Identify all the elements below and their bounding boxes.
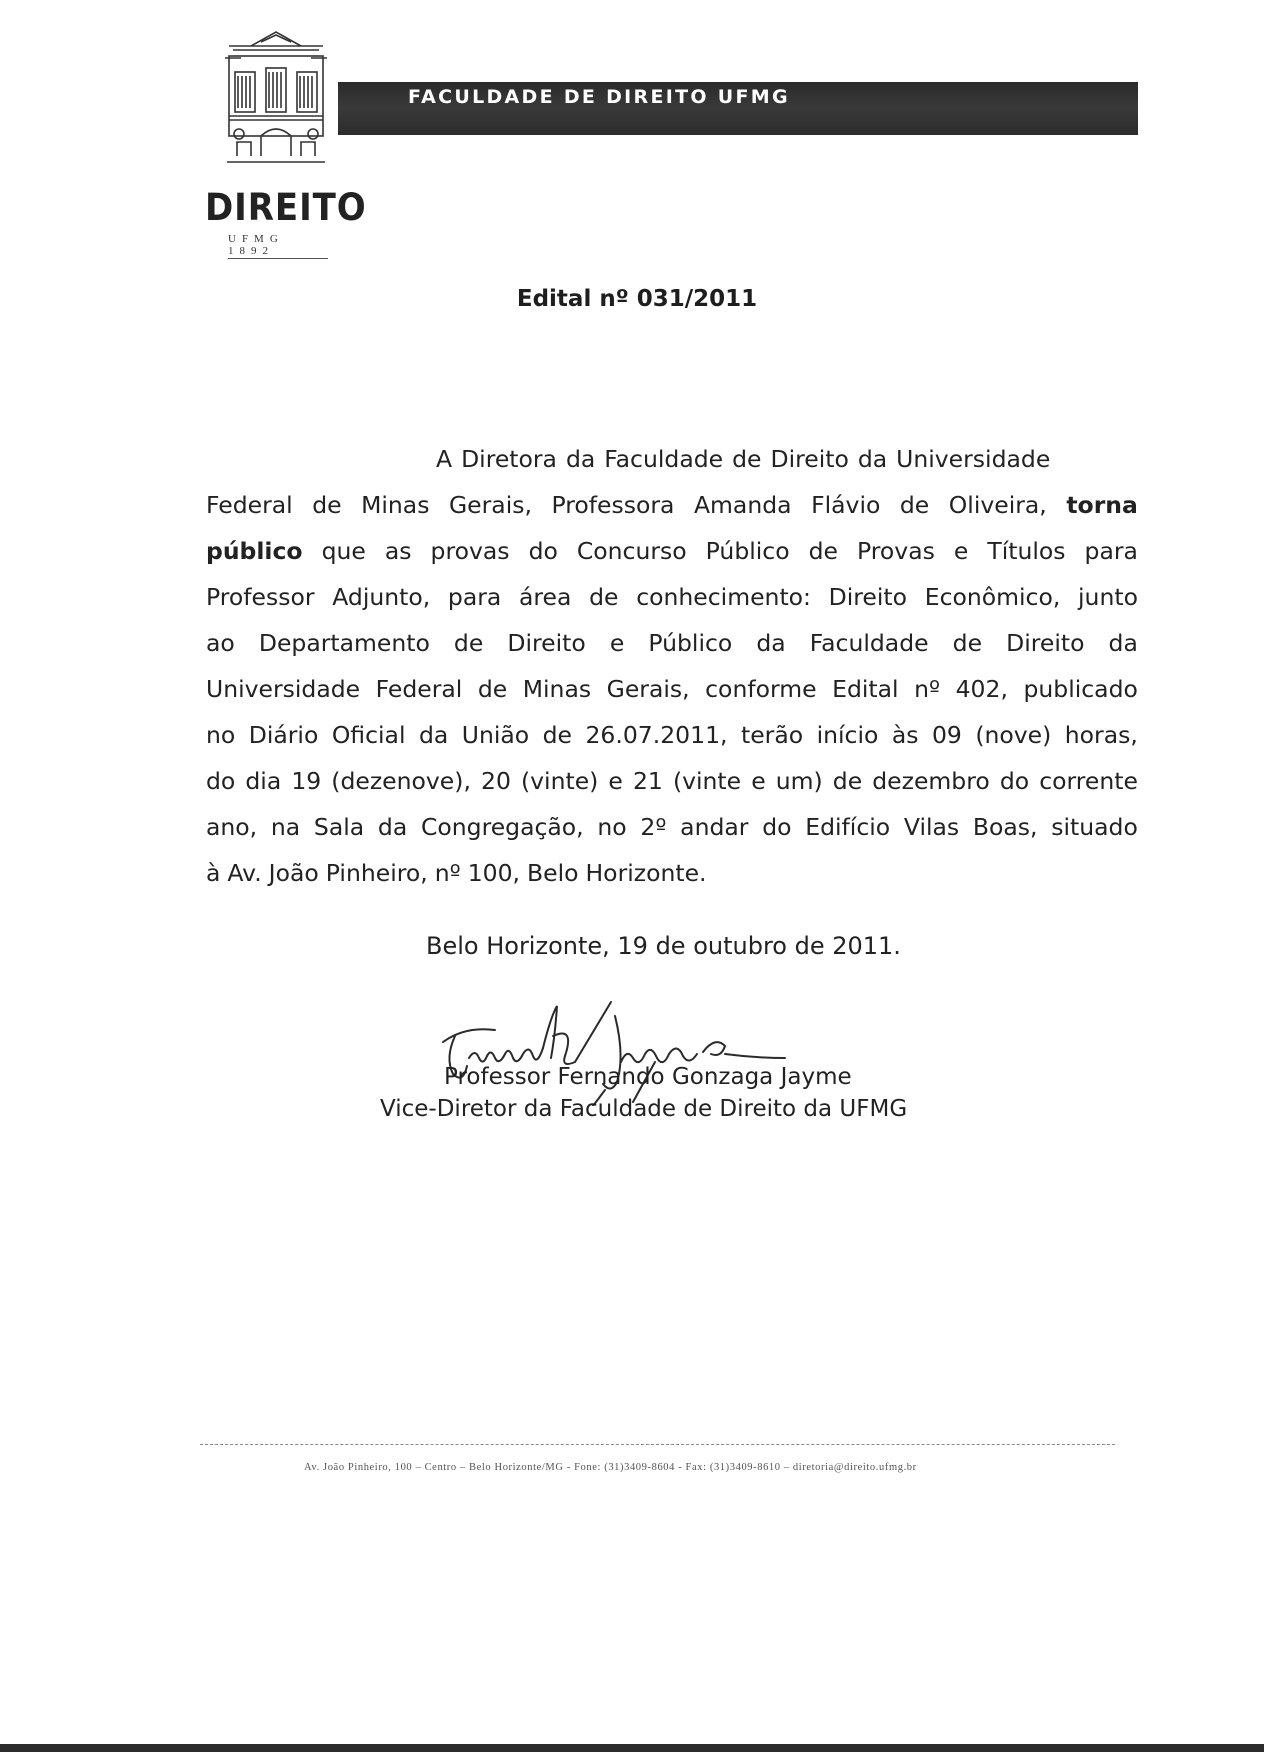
body-word: 402, [955,675,1008,703]
body-word: Direito [507,629,586,657]
body-word: no [597,813,627,841]
body-word: Minas [361,491,430,519]
body-word: Departamento [258,629,430,657]
body-word: Edital [832,675,899,703]
body-line [206,482,1138,528]
body-word: Concurso [576,537,687,565]
body-line [206,850,1138,896]
body-word: Oliveira, [948,491,1047,519]
body-word: corrente [1039,767,1138,795]
scan-edge [0,1744,1264,1752]
body-word: de [589,583,619,611]
body-word: publicado [1023,675,1138,703]
body-word: que [321,537,366,565]
body-word: de [808,537,838,565]
body-line [206,528,1138,574]
body-word: Professora [551,491,675,519]
body-word: Gerais, [448,491,532,519]
body-word: Federal [375,675,463,703]
body-word: torna [1066,491,1138,519]
body-word: as [384,537,412,565]
body-line [206,574,1138,620]
body-word: da [1108,629,1138,657]
body-word: do [762,813,792,841]
body-word: Pinheiro, [325,859,428,887]
body-word: um) [775,767,823,795]
body-word: Direito [1006,629,1085,657]
body-word: conhecimento: [636,583,811,611]
body-paragraph [206,436,1138,896]
body-word: à [206,859,221,887]
body-word: Público [705,537,790,565]
body-word: da [418,721,449,749]
body-word: Congregação, [420,813,584,841]
faculty-logo [205,28,367,257]
body-line [206,712,1138,758]
body-word: do [206,767,236,795]
body-word: (dezenove), [331,767,471,795]
body-word: Edifício [805,813,891,841]
body-word: Faculdade [809,629,929,657]
body-word: Público [648,629,733,657]
body-word: ao [206,629,235,657]
body-word: Belo [527,859,579,887]
body-word: União [461,721,530,749]
body-word: e [608,767,623,795]
body-line [206,620,1138,666]
body-word: Direito [770,445,849,473]
body-word: da [377,813,408,841]
body-word: situado [1051,813,1138,841]
body-word: 19 [291,767,322,795]
body-word: e [953,537,969,565]
body-word: Horizonte. [585,859,707,887]
header-banner-text: FACULDADE DE DIREITO UFMG [408,86,790,108]
body-word: Professor [206,583,315,611]
body-word: (vinte) [520,767,599,795]
body-word: para [447,583,502,611]
body-word: 21 [632,767,663,795]
logo-wordmark: DIREITO [205,186,367,229]
body-word: às [891,721,919,749]
body-word: Federal [206,491,293,519]
document-title: Edital nº 031/2011 [516,286,758,312]
logo-subtitle: UFMG 1892 [228,233,328,259]
body-word: terão [740,721,804,749]
body-word: início [816,721,879,749]
signatory-name: Professor Fernando Gonzaga Jayme [444,1064,852,1090]
body-word: da [565,445,596,473]
body-word: da [756,629,786,657]
body-word: Faculdade [604,445,724,473]
body-word: Universidade [206,675,361,703]
footer-divider [200,1444,1115,1445]
body-word: 20 [481,767,511,795]
body-word: Diretora [461,445,557,473]
body-word: de [732,445,762,473]
body-word: Títulos [987,537,1066,565]
body-word: Minas [522,675,592,703]
body-word: 100, [467,859,521,887]
body-line [206,804,1138,850]
footer-address: Av. João Pinheiro, 100 – Centro – Belo Horizonte/MG - Fone: (31)3409-8604 - Fax: (31)3409-8610 – diretoria@direito.ufmg.br [304,1462,917,1473]
body-word: de [952,629,983,657]
body-word: (nove) [975,721,1052,749]
body-word: João [268,859,319,887]
body-word: de [477,675,508,703]
body-word: Provas [857,537,935,565]
body-word: para [1084,537,1138,565]
body-word: Oficial [331,721,406,749]
body-word: nº [914,675,941,703]
body-word: 26.07.2011, [585,721,728,749]
body-word: Econômico, [924,583,1061,611]
body-word: e [751,767,766,795]
body-word: de [542,721,573,749]
body-word: dezembro [872,767,990,795]
body-word: andar [680,813,749,841]
body-word: área [519,583,572,611]
body-word: Amanda [693,491,792,519]
body-word: Flávio [811,491,881,519]
body-word: de [832,767,863,795]
body-word: dia [245,767,282,795]
body-word: de [899,491,930,519]
body-word: ano, [206,813,258,841]
body-word: Sala [313,813,365,841]
body-word: provas [430,537,510,565]
signatory-role: Vice-Diretor da Faculdade de Direito da UFMG [380,1096,908,1122]
body-word: Vilas [903,813,960,841]
body-word: Boas, [972,813,1038,841]
building-emblem-icon [221,28,331,178]
body-word: (vinte [672,767,742,795]
body-word: Universidade [896,445,1051,473]
body-word: A [436,445,453,473]
header-banner [338,82,1138,135]
body-word: da [857,445,888,473]
body-word: junto [1078,583,1138,611]
body-word: na [270,813,301,841]
body-word: nº [434,859,461,887]
body-line [206,758,1138,804]
body-word: Av. [227,859,262,887]
body-line [206,436,1138,482]
body-word: Adjunto, [332,583,431,611]
date-line: Belo Horizonte, 19 de outubro de 2011. [426,932,901,960]
body-word: no [206,721,236,749]
body-word: do [528,537,558,565]
body-line [206,666,1138,712]
body-word: 2º [640,813,667,841]
body-word: Gerais, [606,675,690,703]
body-word: de [312,491,342,519]
body-word: Direito [828,583,908,611]
body-word: conforme [705,675,817,703]
body-word: público [206,537,303,565]
body-word: horas, [1064,721,1138,749]
body-word: de [453,629,484,657]
body-word: do [999,767,1030,795]
body-word: 09 [931,721,962,749]
body-word: Diário [248,721,319,749]
body-word: e [609,629,625,657]
